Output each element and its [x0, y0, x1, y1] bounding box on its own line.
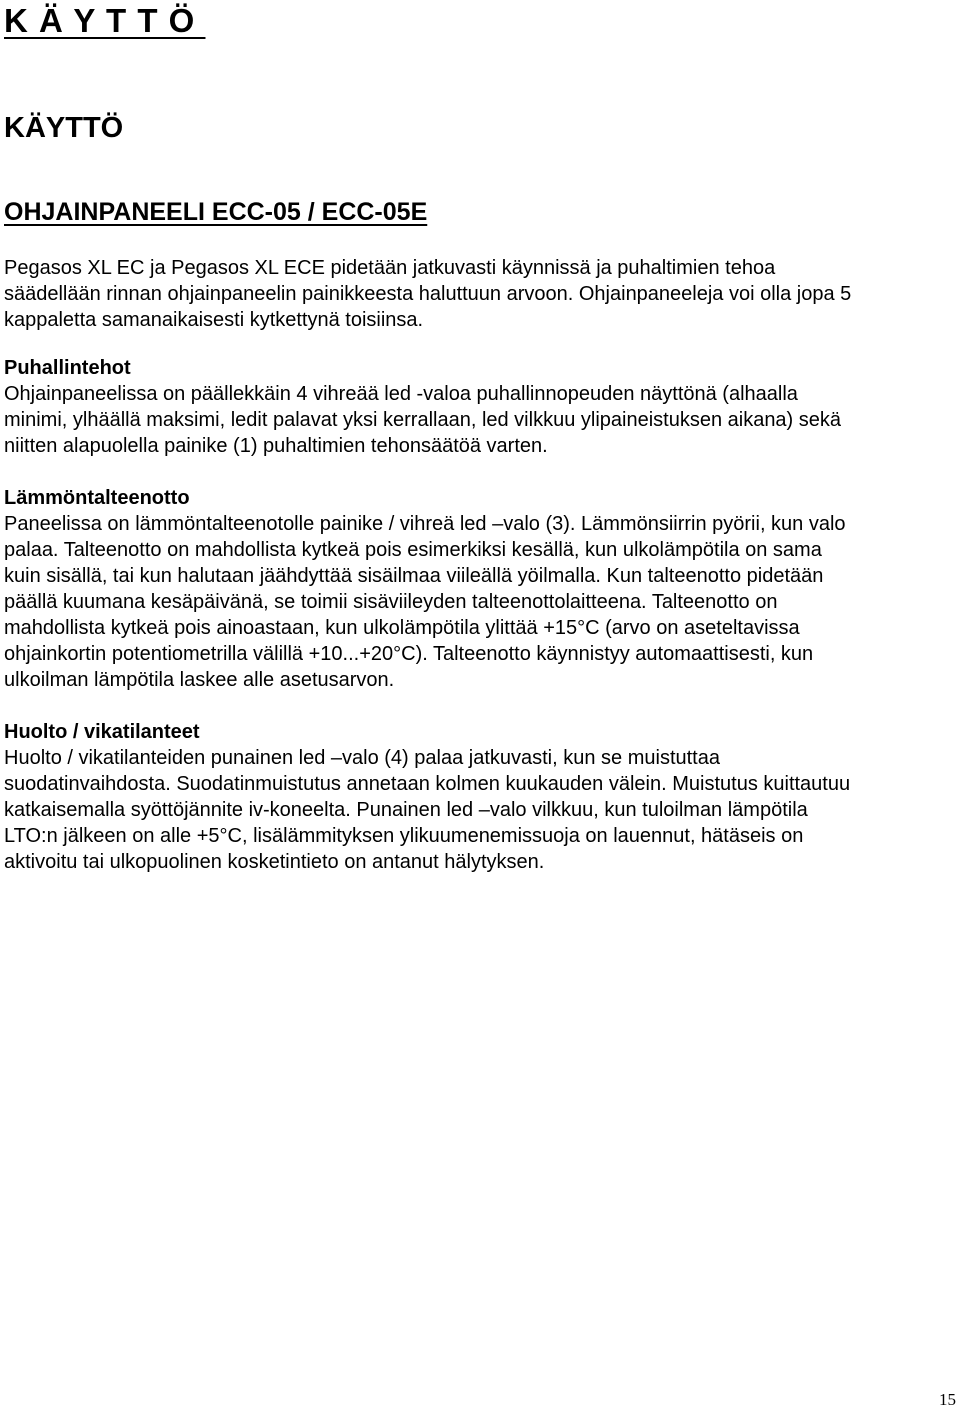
page-number: 15: [939, 1390, 956, 1409]
paragraph-line: Pegasos XL EC ja Pegasos XL ECE pidetään jatkuvasti käynnissä ja puhaltimien tehoa: [4, 257, 776, 279]
section-huolto-vikatilanteet: [4, 719, 954, 875]
intro-paragraph: [4, 255, 954, 333]
subheading-puhallintehot: Puhallintehot: [4, 357, 131, 379]
paragraph-line: LTO:n jälkeen on alle +5°C, lisälämmityksen ylikuumenemissuoja on lauennut, hätäseis on: [4, 825, 804, 847]
paragraph-line: mahdollista kytkeä pois ainoastaan, kun ulkolämpötila ylittää +15°C (arvo on aseteltavissa: [4, 617, 800, 639]
paragraph-line: aktivoitu tai ulkopuolinen kosketintieto on antanut hälytyksen.: [4, 851, 545, 873]
paragraph-line: säädellään rinnan ohjainpaneelin painikkeesta haluttuun arvoon. Ohjainpaneeleja voi olla jopa 5: [4, 283, 852, 305]
paragraph-line: Paneelissa on lämmöntalteenotolle painike / vihreä led –valo (3). Lämmönsiirrin pyörii, kun valo: [4, 513, 846, 535]
section-lammontalteenotto: [4, 485, 954, 693]
section-heading: OHJAINPANEELI ECC-05 / ECC-05E: [4, 198, 428, 226]
paragraph-line: ohjainkortin potentiometrilla välillä +10...+20°C). Talteenotto käynnistyy automaattisesti, kun: [4, 643, 814, 665]
paragraph-line: kappaletta samanaikaisesti kytkettynä toisiinsa.: [4, 309, 424, 331]
paragraph-line: suodatinvaihdosta. Suodatinmuistutus annetaan kolmen kuukauden välein. Muistutus kuittautuu: [4, 773, 851, 795]
paragraph-line: kuin sisällä, tai kun halutaan jäähdyttää sisäilmaa viileällä yöilmalla. Kun talteenotto pidetään: [4, 565, 824, 587]
paragraph-line: Ohjainpaneelissa on päällekkäin 4 vihreää led -valoa puhallinnopeuden näyttönä (alhaalla: [4, 383, 798, 405]
paragraph-line: katkaisemalla syöttöjännite iv-koneelta. Punainen led –valo vilkkuu, kun tuloilman lämpötila: [4, 799, 808, 821]
header-title: K Ä Y T T Ö: [4, 2, 206, 39]
paragraph-line: ulkoilman lämpötila laskee alle asetusarvon.: [4, 669, 395, 691]
section-puhallintehot: [4, 355, 954, 459]
subheading-huolto-vikatilanteet: Huolto / vikatilanteet: [4, 721, 200, 743]
subheading-lammontalteenotto: Lämmöntalteenotto: [4, 487, 190, 509]
paragraph-line: niitten alapuolella painike (1) puhaltimien tehonsäätöä varten.: [4, 435, 548, 457]
paragraph-line: Huolto / vikatilanteiden punainen led –valo (4) palaa jatkuvasti, kun se muistuttaa: [4, 747, 720, 769]
paragraph-line: päällä kuumana kesäpäivänä, se toimii sisäviileyden talteenottolaitteena. Talteenotto on: [4, 591, 778, 613]
main-title: KÄYTTÖ: [4, 112, 124, 144]
paragraph-line: palaa. Talteenotto on mahdollista kytkeä pois esimerkiksi kesällä, kun ulkolämpötila on sama: [4, 539, 822, 561]
paragraph-line: minimi, ylhäällä maksimi, ledit palavat yksi kerrallaan, led vilkkuu ylipaineistuksen aikana) sekä: [4, 409, 842, 431]
